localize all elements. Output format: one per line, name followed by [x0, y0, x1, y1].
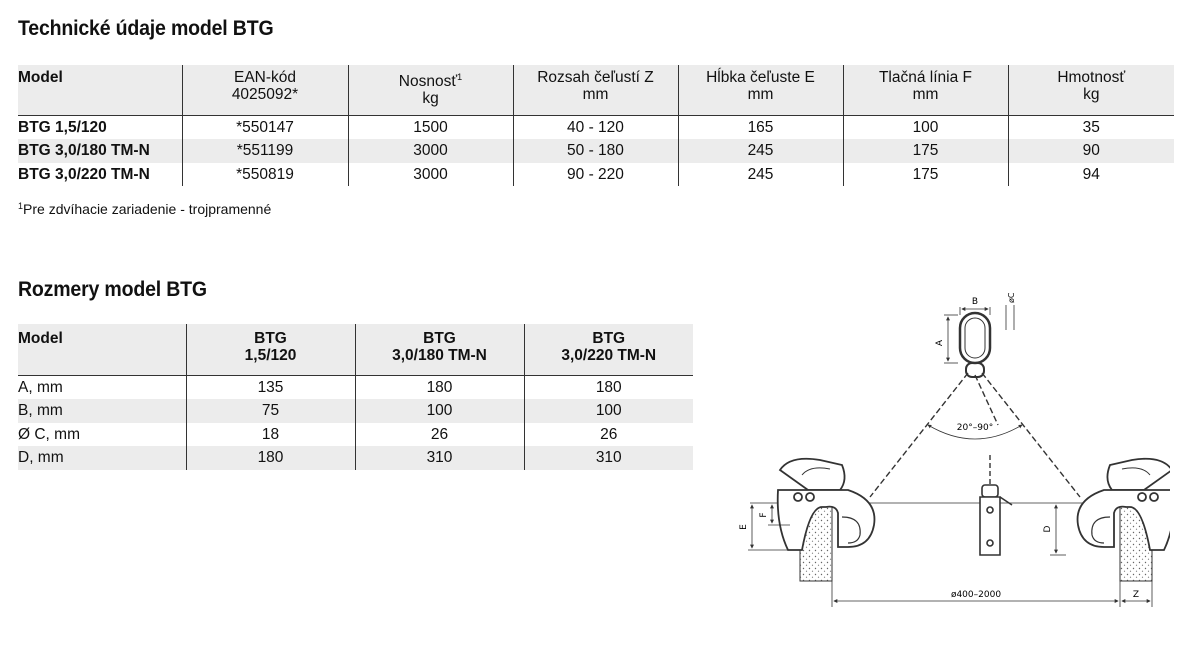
dimensions-table	[18, 324, 693, 470]
label-a: A	[935, 339, 945, 347]
cell-ean: *550819	[182, 163, 348, 187]
cell-weight: 90	[1008, 139, 1174, 163]
cell-dimension: Ø C, mm	[18, 425, 80, 443]
technical-data-table	[18, 65, 1174, 186]
table-row	[18, 446, 693, 470]
cell-jaw-range: 40 - 120	[513, 115, 678, 139]
master-ring	[960, 313, 990, 377]
technical-data-title: Technické údaje model BTG	[18, 17, 274, 40]
label-z: Z	[1132, 590, 1140, 600]
cell-weight: 94	[1008, 163, 1174, 187]
btg-clamp-diagram	[730, 285, 1170, 625]
dimension-a	[944, 315, 958, 363]
cell-jaw-depth: 245	[678, 139, 843, 163]
column-header-jaw-range: Rozsah čeľustí Z mm	[513, 65, 678, 115]
cell-model: BTG 3,0/220 TM-N	[18, 165, 150, 183]
table-row	[18, 163, 1174, 187]
cell-capacity: 3000	[348, 163, 513, 187]
table-header-row	[18, 324, 693, 375]
cell-pressure-line: 175	[843, 163, 1008, 187]
footnote	[18, 201, 271, 217]
cell-jaw-range: 90 - 220	[513, 163, 678, 187]
center-clamp-side-view	[980, 485, 1012, 555]
column-header-weight: Hmotnosť kg	[1008, 65, 1174, 115]
label-f: F	[759, 512, 769, 518]
angle-label: 20°–90°	[956, 423, 994, 433]
footnote-mark: 1	[18, 201, 24, 211]
cell-value: 180	[524, 375, 693, 399]
cell-dimension: B, mm	[18, 402, 63, 419]
table-row	[18, 423, 693, 447]
cell-jaw-depth: 165	[678, 115, 843, 139]
table-row	[18, 139, 1174, 163]
column-header-btg-3-0-220: BTG 3,0/220 TM-N	[524, 324, 693, 375]
column-header-ean: EAN-kód 4025092*	[182, 65, 348, 115]
cell-model: BTG 3,0/180 TM-N	[18, 142, 150, 159]
table-row	[18, 399, 693, 423]
cell-capacity: 3000	[348, 139, 513, 163]
cell-value: 310	[524, 446, 693, 470]
label-e: E	[739, 524, 749, 530]
cell-value: 100	[355, 399, 524, 423]
label-d: D	[1043, 525, 1053, 533]
table-row	[18, 115, 1174, 139]
cell-weight: 35	[1008, 115, 1174, 139]
label-c: øC	[1007, 292, 1016, 303]
cell-value: 180	[355, 375, 524, 399]
cell-pressure-line: 100	[843, 115, 1008, 139]
dimensions-title: Rozmery model BTG	[18, 278, 207, 301]
column-header-model: Model	[18, 69, 63, 86]
cell-ean: *551199	[182, 139, 348, 163]
label-b: B	[971, 297, 979, 307]
table-header-row	[18, 65, 1174, 115]
cell-value: 75	[186, 399, 355, 423]
cell-value: 310	[355, 446, 524, 470]
cell-dimension: D, mm	[18, 449, 64, 466]
column-header-jaw-depth: Hĺbka čeľuste E mm	[678, 65, 843, 115]
cell-ean: *550147	[182, 115, 348, 139]
cell-value: 180	[186, 446, 355, 470]
cell-capacity: 1500	[348, 115, 513, 139]
cell-value: 135	[186, 375, 355, 399]
cell-jaw-range: 50 - 180	[513, 139, 678, 163]
column-header-capacity: Nosnosť$^1$ kg	[348, 65, 513, 115]
cell-dimension: A, mm	[18, 378, 63, 396]
column-header-btg-1-5-120: BTG 1,5/120	[186, 324, 355, 375]
column-header-btg-3-0-180: BTG 3,0/180 TM-N	[355, 324, 524, 375]
cell-value: 26	[355, 423, 524, 447]
cell-model: BTG 1,5/120	[18, 118, 107, 136]
chains	[870, 373, 1080, 497]
footnote-text: Pre zdvíhacie zariadenie - trojpramenné	[23, 201, 272, 217]
column-header-pressure-line: Tlačná línia F mm	[843, 65, 1008, 115]
label-span: ø400–2000	[950, 590, 1002, 600]
column-header-model: Model	[18, 330, 63, 347]
cell-value: 100	[524, 399, 693, 423]
cell-pressure-line: 175	[843, 139, 1008, 163]
cell-value: 18	[186, 423, 355, 447]
table-row	[18, 375, 693, 399]
cell-value: 26	[524, 423, 693, 447]
cell-jaw-depth: 245	[678, 163, 843, 187]
